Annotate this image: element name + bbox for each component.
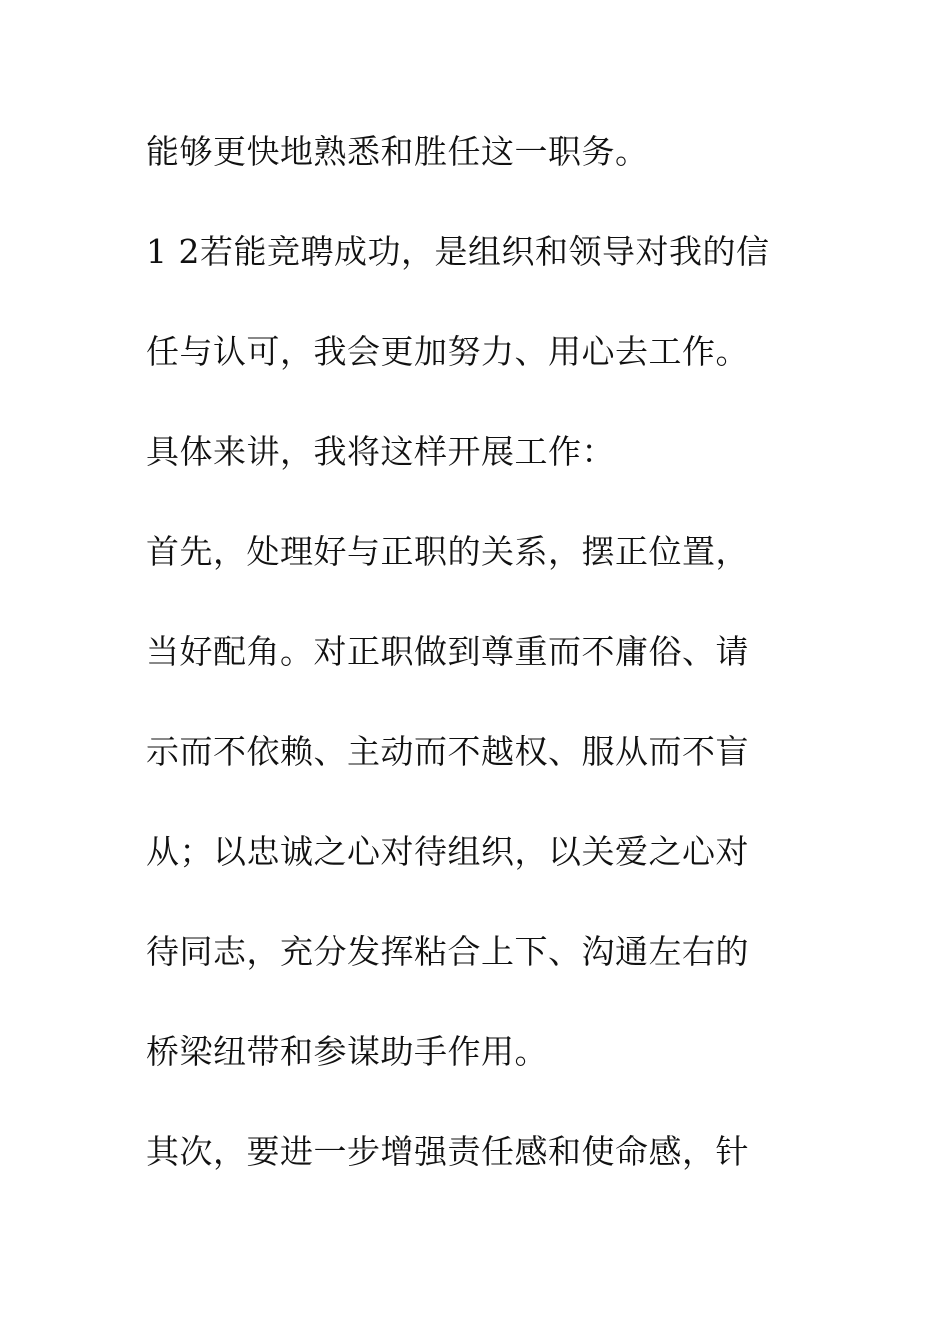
text-line: 桥梁纽带和参谋助手作用。	[146, 1032, 548, 1071]
text-line: 1 2若能竞聘成功，是组织和领导对我的信	[146, 232, 770, 271]
text-line: 任与认可，我会更加努力、用心去工作。	[146, 332, 749, 371]
text-line: 当好配角。对正职做到尊重而不庸俗、请	[146, 632, 749, 671]
text-line: 示而不依赖、主动而不越权、服从而不盲	[146, 732, 749, 771]
text-line: 能够更快地熟悉和胜任这一职务。	[146, 132, 649, 171]
text-line: 从；以忠诚之心对待组织，以关爱之心对	[146, 832, 749, 871]
text-line: 待同志，充分发挥粘合上下、沟通左右的	[146, 932, 749, 971]
text-line: 具体来讲，我将这样开展工作：	[146, 432, 615, 471]
text-line: 其次，要进一步增强责任感和使命感，针	[146, 1132, 749, 1171]
text-line: 首先，处理好与正职的关系，摆正位置，	[146, 532, 749, 571]
